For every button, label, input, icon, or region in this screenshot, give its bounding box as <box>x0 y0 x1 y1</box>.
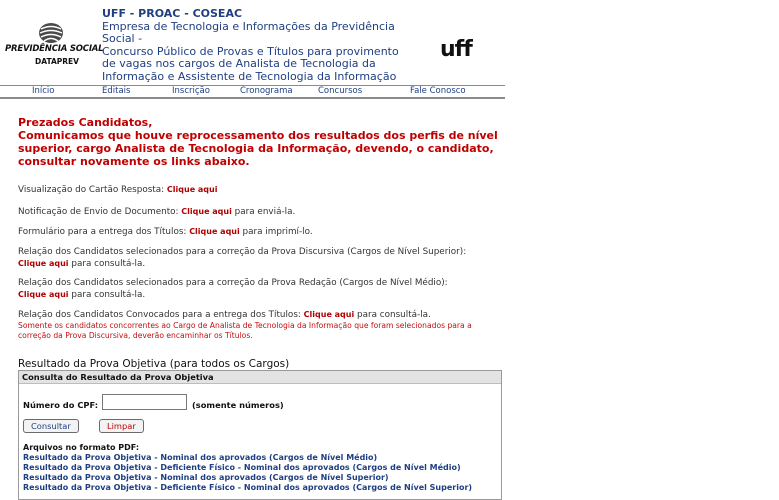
logo-uff-text: uff <box>440 38 472 60</box>
clique-aqui-link[interactable]: Clique aqui <box>181 207 232 216</box>
item-prova-discursiva <box>18 247 503 270</box>
item-convocados-titulos <box>18 309 503 340</box>
clique-aqui-link[interactable]: Clique aqui <box>18 259 69 268</box>
header-title-block <box>102 8 432 83</box>
top-nav <box>0 86 505 97</box>
page-container <box>0 0 505 99</box>
pdf-link[interactable]: Resultado da Prova Objetiva - Nominal dos aprovados (Cargos de Nível Superior) <box>23 473 389 482</box>
pdf-link[interactable]: Resultado da Prova Objetiva - Deficiente Físico - Nominal dos aprovados (Cargos de Nível Médio) <box>23 463 461 472</box>
titulos-note: Somente os candidatos concorrentes ao Cargo de Analista de Tecnologia da Informação que foram selecionados para a correção da Prova Discursiva, deverão encaminhar os Títulos. <box>18 321 472 340</box>
nav-inicio[interactable]: Início <box>32 86 55 96</box>
section-title: Resultado da Prova Objetiva (para todos os Cargos) <box>18 358 290 370</box>
item-cartao-resposta <box>18 184 503 196</box>
globe-icon <box>35 22 67 44</box>
nav-inscricao[interactable]: Inscrição <box>172 86 210 96</box>
previdencia-social-logo <box>5 22 104 72</box>
item-after: para enviá-la. <box>231 207 296 217</box>
cpf-hint: (somente números) <box>192 400 284 410</box>
item-prova-redacao <box>18 278 503 301</box>
cpf-input[interactable] <box>102 394 187 410</box>
item-after: para consultá-la. <box>68 259 146 269</box>
logo-previdencia-text: PREVIDÊNCIA SOCIAL <box>5 44 104 54</box>
org-line: UFF - PROAC - COSEAC <box>102 7 243 20</box>
uff-logo <box>440 38 495 60</box>
item-after: para consultá-la. <box>354 310 431 320</box>
announcement-message: Comunicamos que houve reprocessamento dos resultados dos perfis de nível superior, cargo Analista de Tecnologia da Informação, devendo, o candidato, consultar novamente os links abaixo. <box>18 129 498 168</box>
pdf-links-list <box>23 453 472 493</box>
header-title-line: Informação e Assistente de Tecnologia da Informação <box>102 69 397 83</box>
clique-aqui-link[interactable]: Clique aqui <box>303 310 355 319</box>
pdf-link[interactable]: Resultado da Prova Objetiva - Deficiente Físico - Nominal dos aprovados (Cargos de Nível Superior) <box>23 483 473 492</box>
clique-aqui-link[interactable]: Clique aqui <box>166 185 218 194</box>
cpf-label: Número do CPF: <box>23 400 99 410</box>
item-text: Formulário para a entrega dos Títulos: <box>18 227 190 237</box>
header-title-line: Empresa de Tecnologia e Informações da Previdência <box>102 19 395 33</box>
clique-aqui-link[interactable]: Clique aqui <box>18 290 69 299</box>
consulta-form <box>18 370 502 500</box>
nav-concursos[interactable]: Concursos <box>318 86 363 96</box>
nav-divider-bottom <box>0 97 505 99</box>
header-title-line: de vagas nos cargos de Analista de Tecnologia da <box>102 57 376 70</box>
nav-cronograma[interactable]: Cronograma <box>240 86 293 96</box>
item-text: Visualização do Cartão Resposta: <box>18 185 167 195</box>
item-text: Notificação de Envio de Documento: <box>18 207 182 217</box>
announcement-greeting: Prezados Candidatos, <box>18 116 153 129</box>
pdf-label: Arquivos no formato PDF: <box>23 443 140 452</box>
header-title-line: Concurso Público de Provas e Títulos para provimento <box>102 44 399 58</box>
item-text: Relação dos Candidatos selecionados para a correção da Prova Discursiva (Cargos de Nível Superior): <box>18 247 467 257</box>
consultar-button[interactable]: Consultar <box>23 419 79 433</box>
site-header <box>0 0 505 85</box>
clique-aqui-link[interactable]: Clique aqui <box>189 227 240 236</box>
nav-editais[interactable]: Editais <box>102 86 131 96</box>
header-title-line: Social - <box>102 32 143 45</box>
pdf-link[interactable]: Resultado da Prova Objetiva - Nominal dos aprovados (Cargos de Nível Médio) <box>23 453 378 462</box>
item-after: para imprimí-lo. <box>239 227 313 237</box>
announcement <box>18 116 503 168</box>
item-after: para consultá-la. <box>68 290 146 300</box>
logo-dataprev-text: DATAPREV <box>35 57 79 66</box>
form-header: Consulta do Resultado da Prova Objetiva <box>19 371 501 384</box>
nav-fale-conosco[interactable]: Fale Conosco <box>410 86 466 96</box>
item-text: Relação dos Candidatos selecionados para a correção da Prova Redação (Cargos de Nível Médio): <box>18 278 448 288</box>
item-text: Relação dos Candidatos Convocados para a entrega dos Títulos: <box>18 310 304 320</box>
item-formulario-titulos <box>18 226 503 238</box>
item-notificacao <box>18 206 503 218</box>
limpar-button[interactable]: Limpar <box>99 419 144 433</box>
